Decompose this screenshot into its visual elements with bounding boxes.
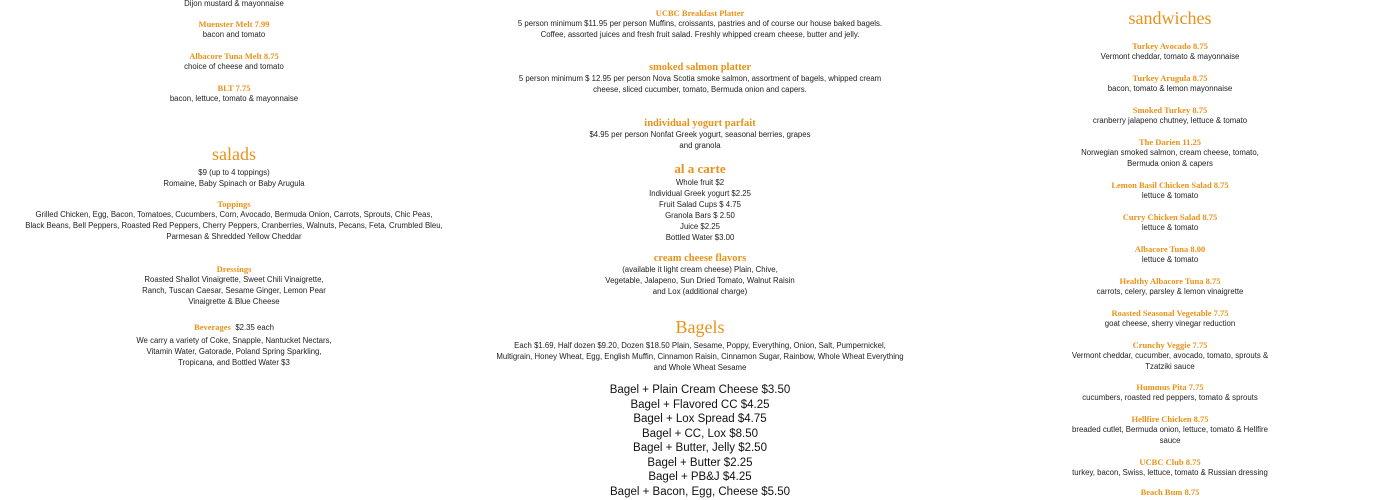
sandwich-item: [1070, 180, 1270, 201]
beverages-list: We carry a variety of Coke, Snapple, Nantucket Nectars, Vitamin Water, Gatorade, Poland Spring Sparkling, Tropicana, and Bottled Water $3: [136, 336, 332, 367]
item-desc: 5 person minimum $ 12.95 per person Nova Scotia smoke salmon, assortment of bagels, whipped cream cheese, sliced cucumber, tomato, Bermuda onion and capers.: [518, 74, 882, 94]
item-desc: cucumbers, roasted red peppers, tomato & sprouts: [1082, 393, 1258, 402]
flavors-desc: (available it light cream cheese) Plain, Chive, Vegetable, Jalapeno, Sun Dried Tomato, Walnut Raisin and Lox (additional charge): [605, 265, 795, 296]
salads-info: [0, 167, 468, 189]
item-title: Turkey Avocado 8.75: [1132, 41, 1208, 51]
item-title: Muenster Melt 7.99: [198, 19, 270, 29]
sandwich-item: [1070, 414, 1270, 446]
item-title: Curry Chicken Salad 8.75: [1122, 212, 1218, 222]
sandwich-item: [1070, 244, 1270, 265]
bagel-item: Bagel + Plain Cream Cheese $3.50: [609, 384, 791, 396]
cream-cheese-flavors: [605, 253, 795, 297]
alacarte-title: al a carte: [674, 161, 726, 176]
bagel-item: Bagel + Flavored CC $4.25: [630, 398, 770, 411]
salads-heading: salads: [212, 144, 256, 164]
sandwich-item: [1070, 73, 1270, 94]
flavors-title: cream cheese flavors: [653, 253, 747, 264]
item-title: Healthy Albacore Tuna 8.75: [1119, 276, 1221, 286]
bagels-desc-block: [496, 340, 904, 373]
sandwich-item: [1070, 487, 1270, 497]
item-title: UCBC Breakfast Platter: [655, 8, 745, 18]
item-title: Hummus Pita 7.75: [1136, 382, 1204, 392]
sandwich-item: [1070, 41, 1270, 62]
item-desc: cranberry jalapeno chutney, lettuce & tomato: [1092, 116, 1248, 125]
sandwich-item: [1070, 105, 1270, 126]
bagels-desc: Each $1.69, Half dozen $9.20, Dozen $18.50 Plain, Sesame, Poppy, Everything, Onion, Salt, Pumpernickel, Multigrain, Honey Wheat, Egg, English Muffin, Cinnamon Raisin, Cinnamon Sugar, Rainbow, Whole Wheat Everything and Whole Wheat Sesame: [496, 341, 904, 372]
sandwich-item: [1070, 457, 1270, 478]
alacarte-block: [500, 161, 900, 243]
alacarte-line: Bottled Water $3.00: [665, 233, 735, 242]
sandwich-item: [1070, 276, 1270, 297]
item-desc: lettuce & tomato: [1141, 191, 1199, 200]
beverages-price: $2.35 each: [235, 323, 274, 332]
beverages-title: Beverages: [194, 322, 231, 332]
item-title: Beach Bum 8.75: [1140, 487, 1200, 497]
sandwich-item: [1070, 308, 1270, 329]
menu-item-salmon-platter: [510, 62, 890, 95]
dressings-block: [134, 264, 334, 307]
item-title: The Darien 11.25: [1138, 137, 1202, 147]
bagel-item: Bagel + CC, Lox $8.50: [641, 427, 759, 440]
dijon-text: Dijon mustard & mayonnaise: [184, 0, 284, 8]
alacarte-line: Granola Bars $ 2.50: [665, 211, 735, 220]
item-title: UCBC Club 8.75: [1139, 457, 1201, 467]
alacarte-line: Whole fruit $2: [675, 178, 725, 187]
dressings-title: Dressings: [216, 264, 252, 274]
item-desc: goat cheese, sherry vinegar reduction: [1104, 319, 1236, 328]
item-desc: bacon, lettuce, tomato & mayonnaise: [169, 94, 299, 103]
item-desc: lettuce & tomato: [1141, 255, 1199, 264]
item-desc: lettuce & tomato: [1141, 223, 1199, 232]
toppings-block: [25, 199, 443, 242]
item-title: individual yogurt parfait: [644, 118, 756, 129]
item-desc: bacon, tomato & lemon mayonnaise: [1107, 84, 1233, 93]
menu-item-breakfast-platter: [505, 8, 895, 40]
item-title: Albacore Tuna 8.00: [1134, 244, 1206, 254]
sandwich-item: [1070, 137, 1270, 169]
bagel-item: Bagel + Butter $2.25: [647, 456, 753, 469]
bagel-item: Bagel + Lox Spread $4.75: [633, 413, 767, 425]
sandwich-item: [1070, 382, 1270, 403]
menu-item-tuna-melt: [0, 51, 468, 72]
bagel-item: Bagel + PB&J $4.25: [648, 471, 752, 483]
menu-item-blt: [0, 83, 468, 104]
alacarte-line: Fruit Salad Cups $ 4.75: [659, 200, 741, 209]
beverages-block: [134, 317, 334, 368]
item-title: Lemon Basil Chicken Salad 8.75: [1111, 180, 1229, 190]
item-desc: Vermont cheddar, tomato & mayonnaise: [1100, 52, 1240, 61]
menu-item-muenster-melt: [0, 19, 468, 40]
alacarte-line: Juice $2.25: [680, 222, 720, 231]
bagels-heading: Bagels: [675, 317, 725, 337]
sandwiches-heading: sandwiches: [1128, 8, 1212, 28]
bagel-price-list: [500, 383, 900, 499]
alacarte-line: Individual Greek yogurt $2.25: [649, 189, 751, 198]
item-title: Albacore Tuna Melt 8.75: [189, 51, 279, 61]
menu-item-yogurt-parfait: [500, 118, 900, 151]
sandwich-item: [1070, 212, 1270, 233]
bagel-item: Bagel + Bacon, Egg, Cheese $5.50: [610, 485, 790, 498]
item-desc: $4.95 per person Nonfat Greek yogurt, seasonal berries, grapes and granola: [589, 130, 811, 150]
item-title: Smoked Turkey 8.75: [1132, 105, 1208, 115]
item-desc: Norwegian smoked salmon, cream cheese, tomato, Bermuda onion & capers: [1081, 148, 1259, 168]
salads-base: Romaine, Baby Spinach or Baby Arugula: [163, 179, 305, 188]
item-title: Hellfire Chicken 8.75: [1131, 414, 1209, 424]
sandwich-item: [1070, 340, 1270, 372]
item-desc: bacon and tomato: [202, 30, 266, 39]
dijon-line: [0, 0, 468, 9]
dressings-list: Roasted Shallot Vinaigrette, Sweet Chili Vinaigrette, Ranch, Tuscan Caesar, Sesame Ginger, Lemon Pear Vinaigrette & Blue Cheese: [142, 275, 326, 306]
item-title: smoked salmon platter: [648, 62, 752, 73]
item-desc: choice of cheese and tomato: [184, 62, 284, 71]
item-desc: breaded cutlet, Bermuda onion, lettuce, tomato & Hellfire sauce: [1072, 425, 1268, 445]
item-desc: carrots, celery, parsley & lemon vinaigrette: [1096, 287, 1244, 296]
item-title: BLT 7.75: [217, 83, 251, 93]
item-title: Roasted Seasonal Vegetable 7.75: [1111, 308, 1229, 318]
toppings-title: Toppings: [217, 199, 251, 209]
item-desc: turkey, bacon, Swiss, lettuce, tomato & Russian dressing: [1072, 468, 1268, 477]
item-title: Turkey Arugula 8.75: [1132, 73, 1208, 83]
toppings-list: Grilled Chicken, Egg, Bacon, Tomatoes, Cucumbers, Corn, Avocado, Bermuda Onion, Carrots, Sprouts, Chic Peas, Black Beans, Bell Peppers, Roasted Red Peppers, Cherry Peppers, Cranberries, Walnuts, Pecans, Feta, Crumbled Bleu, Parmesan & Shredded Yellow Cheddar: [25, 210, 443, 241]
item-desc: Vermont cheddar, cucumber, avocado, tomato, sprouts & Tzatziki sauce: [1071, 351, 1269, 371]
salads-price: $9 (up to 4 toppings): [198, 168, 270, 177]
item-desc: 5 person minimum $11.95 per person Muffins, croissants, pastries and of course our house baked bagels. Coffee, assorted juices and fresh fruit salad. Freshly whipped cream cheese, butter and jelly.: [517, 19, 883, 39]
item-title: Crunchy Veggie 7.75: [1132, 340, 1208, 350]
bagel-item: Bagel + Butter, Jelly $2.50: [633, 442, 767, 454]
